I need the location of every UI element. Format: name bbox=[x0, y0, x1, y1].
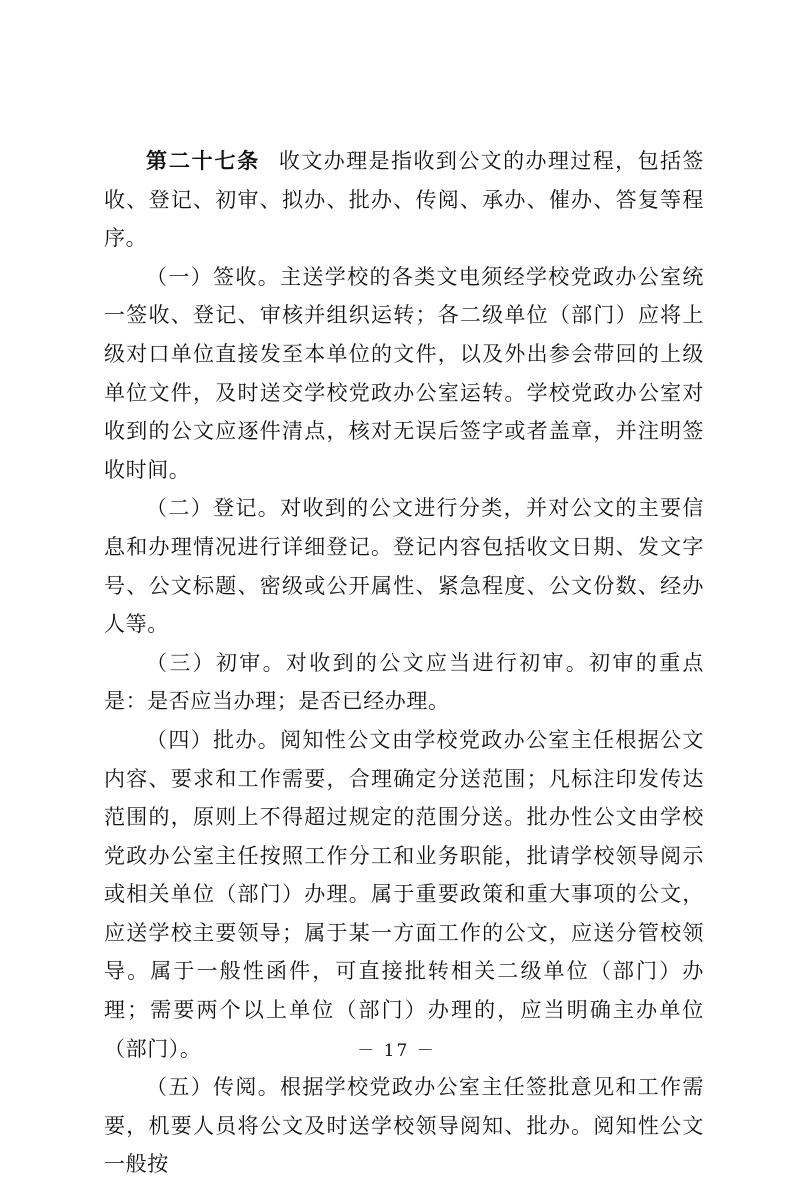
paragraph-preliminary-review: （三）初审。对收到的公文应当进行初审。初审的重点是：是否应当办理；是否已经办理。 bbox=[104, 650, 704, 714]
paragraph-text: 收文办理是指收到公文的办理过程，包括签收、登记、初审、拟办、批办、传阅、承办、催办、答复等程序。 bbox=[104, 149, 705, 251]
paragraph-circulation: （五）传阅。根据学校党政办公室主任签批意见和工作需要，机要人员将公文及时送学校领导阅知、批办。阅知性公文一般按 bbox=[104, 1075, 704, 1177]
paragraph-sign-receipt: （一）签收。主送学校的各类文电须经学校党政办公室统一签收、登记、审核并组织运转；各二级单位（部门）应将上级对口单位直接发至本单位的文件，以及外出参会带回的上级单位文件，及时送交学校党政办公室运转。学校党政办公室对收到的公文应逐件清点，核对无误后签字或者盖章，并注明签收时间。 bbox=[104, 264, 704, 482]
paragraph-registration: （二）登记。对收到的公文进行分类，并对公文的主要信息和办理情况进行详细登记。登记内容包括收文日期、发文字号、公文标题、密级或公开属性、紧急程度、公文份数、经办人等。 bbox=[104, 496, 704, 637]
article-label: 第二十七条 bbox=[146, 149, 261, 173]
paragraph-approval: （四）批办。阅知性公文由学校党政办公室主任根据公文内容、要求和工作需要，合理确定分送范围；凡标注印发传达范围的，原则上不得超过规定的范围分送。批办性公文由学校党政办公室主任按照工作分工和业务职能，批请学校领导阅示或相关单位（部门）办理。属于重要政策和重大事项的公文，应送学校主要领导；属于某一方面工作的公文，应送分管校领导。属于一般性函件，可直接批转相关二级单位（部门）办理；需要两个以上单位（部门）办理的，应当明确主办单位（部门）。 bbox=[104, 727, 704, 1061]
paragraph-article-27 bbox=[104, 142, 704, 258]
page-number: － 17 － bbox=[357, 1041, 436, 1061]
document-body bbox=[104, 142, 704, 1184]
